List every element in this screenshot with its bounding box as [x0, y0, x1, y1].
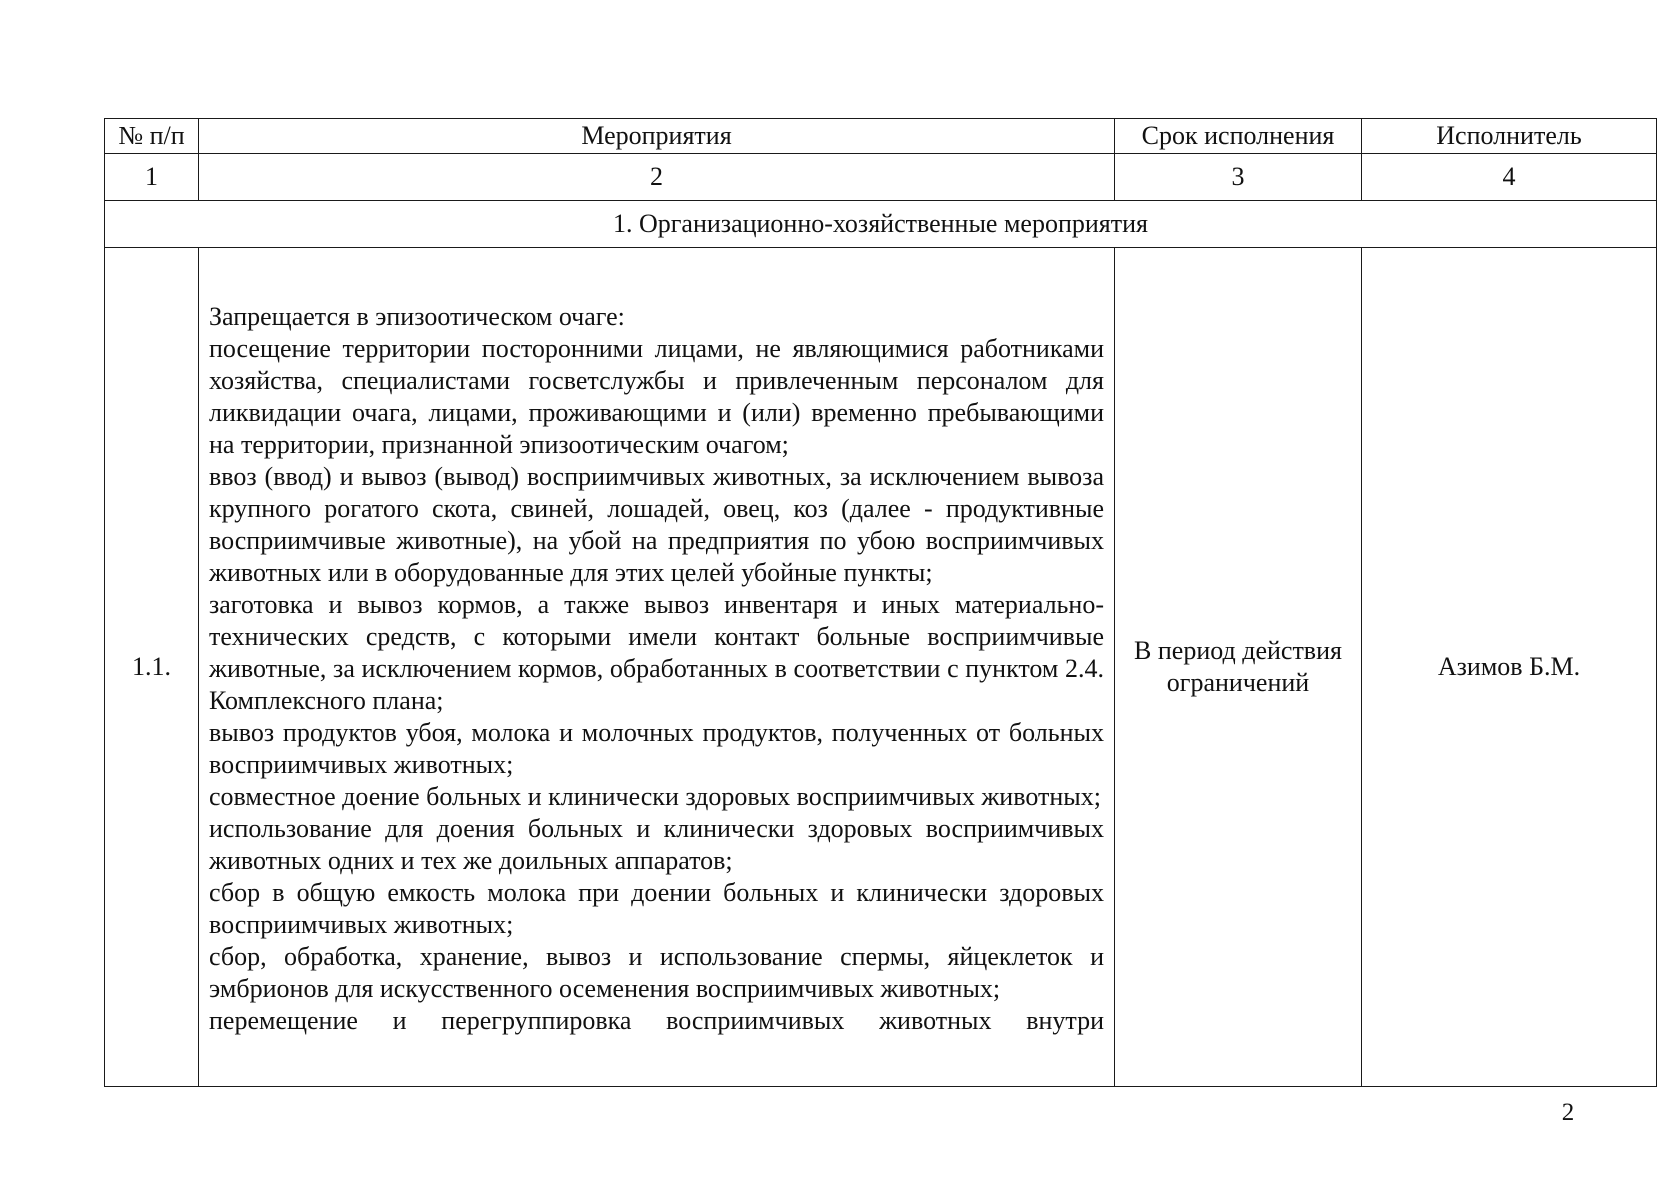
table-row — [105, 248, 1657, 1087]
page-number: 2 — [1561, 1099, 1575, 1126]
row-number: 1.1. — [105, 248, 199, 1087]
column-number-2: 2 — [199, 154, 1115, 201]
measure-paragraph: Запрещается в эпизоотическом очаге: — [209, 302, 625, 331]
header-deadline: Срок исполнения — [1115, 119, 1362, 154]
header-measures: Мероприятия — [199, 119, 1115, 154]
measure-paragraph: сбор, обработка, хранение, вывоз и использование спермы, яйцеклеток и эмбрионов для искусственного осеменения восприимчивых животных; — [209, 942, 1104, 1003]
header-number: № п/п — [105, 119, 199, 154]
measure-paragraph: посещение территории посторонними лицами, не являющимися работниками хозяйства, специалистами госветслужбы и привлеченным персоналом для ликвидации очага, лицами, проживающими и (или) временно пребывающими на территории, признанной эпизоотическим очагом; — [209, 334, 1104, 459]
row-executor: Азимов Б.М. — [1362, 248, 1657, 1087]
measure-paragraph: заготовка и вывоз кормов, а также вывоз инвентаря и иных материально-технических средств, с которыми имели контакт больные восприимчивые животные, за исключением кормов, обработанных в соответствии с пунктом 2.4. Комплексного плана; — [209, 590, 1104, 715]
measure-paragraph: использование для доения больных и клинически здоровых восприимчивых животных одних и тех же доильных аппаратов; — [209, 814, 1104, 875]
section-row — [105, 201, 1657, 248]
measure-paragraph: перемещение и перегруппировка восприимчивых животных внутри — [209, 1006, 1104, 1035]
measure-paragraph: ввоз (ввод) и вывоз (вывод) восприимчивых животных, за исключением вывоза крупного рогатого скота, свиней, лошадей, овец, коз (далее - продуктивные восприимчивые животные), на убой на предприятия по убою восприимчивых животных или в оборудованные для этих целей убойные пункты; — [209, 462, 1104, 587]
column-number-3: 3 — [1115, 154, 1362, 201]
row-measures — [199, 248, 1115, 1087]
section-title: 1. Организационно-хозяйственные мероприятия — [105, 201, 1657, 248]
column-number-4: 4 — [1362, 154, 1657, 201]
measure-paragraph: совместное доение больных и клинически здоровых восприимчивых животных; — [209, 782, 1101, 811]
row-deadline: В период действия ограничений — [1115, 248, 1362, 1087]
table-header-row — [105, 119, 1657, 154]
column-numbers-row — [105, 154, 1657, 201]
measures-table — [104, 118, 1657, 1087]
measure-paragraph: вывоз продуктов убоя, молока и молочных продуктов, полученных от больных восприимчивых животных; — [209, 718, 1104, 779]
column-number-1: 1 — [105, 154, 199, 201]
header-executor: Исполнитель — [1362, 119, 1657, 154]
measure-paragraph: сбор в общую емкость молока при доении больных и клинически здоровых восприимчивых животных; — [209, 878, 1104, 939]
